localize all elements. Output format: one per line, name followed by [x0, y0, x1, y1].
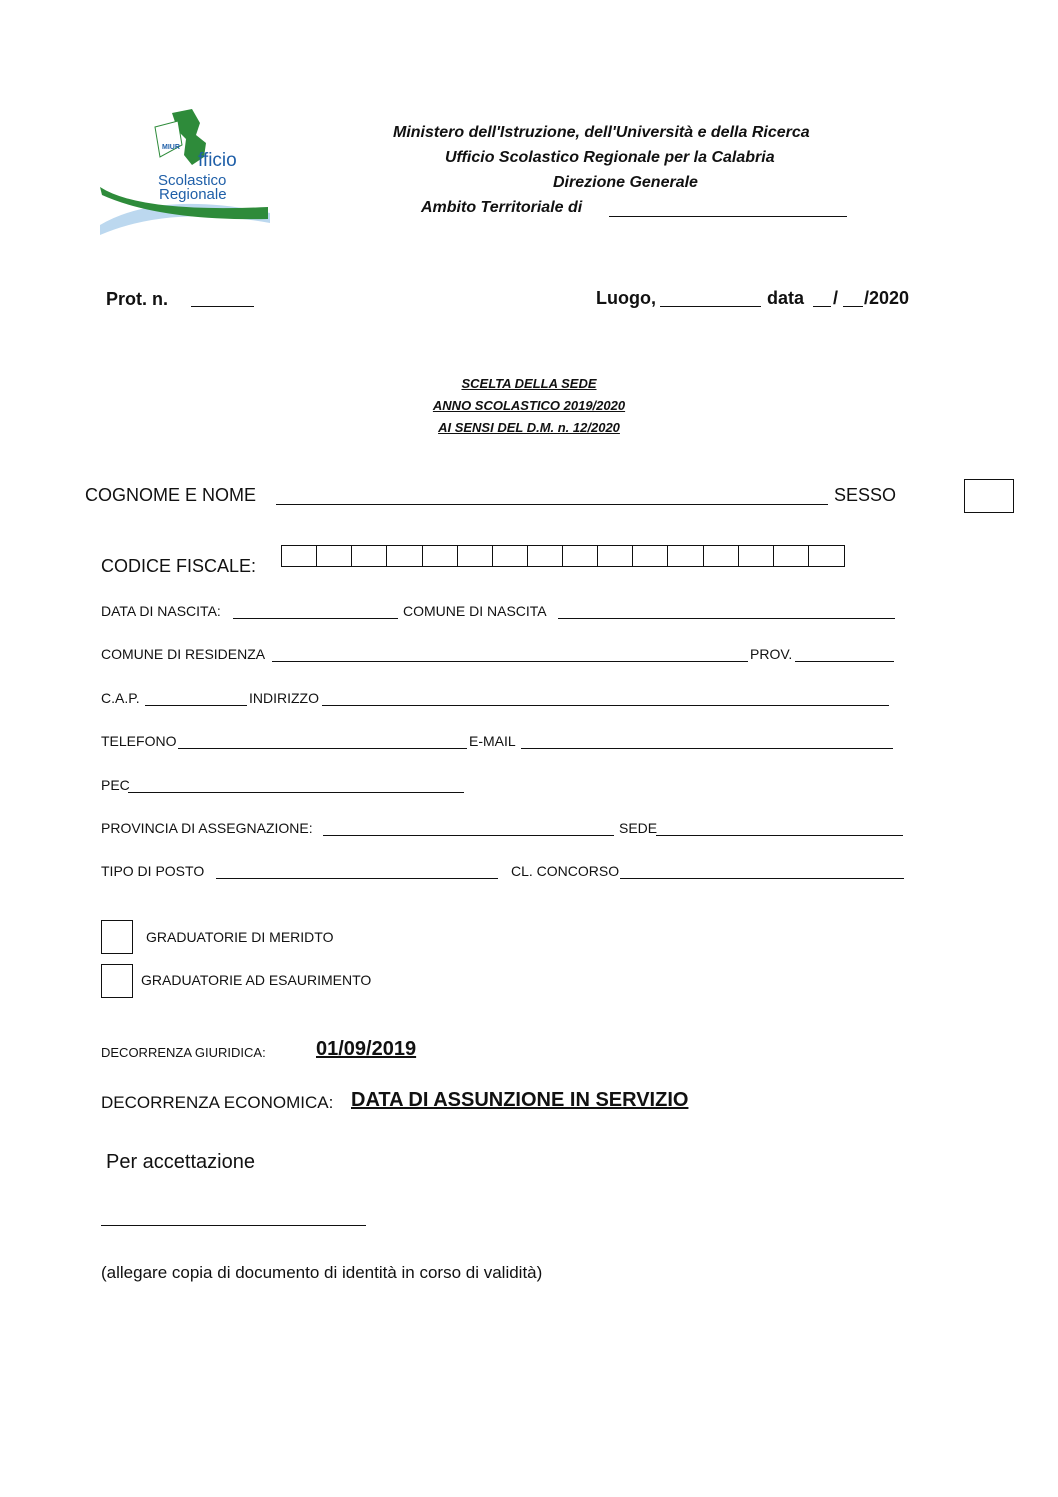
- fiscal-code-label: CODICE FISCALE:: [101, 556, 257, 576]
- email-line[interactable]: [521, 748, 893, 749]
- province-line[interactable]: [795, 661, 894, 662]
- fiscal-code-boxes[interactable]: [281, 545, 845, 567]
- logo-miur-text: MIUR: [162, 144, 180, 151]
- fiscal-code-cell[interactable]: [668, 546, 703, 566]
- fiscal-code-cell[interactable]: [809, 546, 844, 566]
- title-line2: ANNO SCOLASTICO 2019/2020: [432, 398, 626, 413]
- ambito-line: [609, 216, 847, 217]
- logo-scolastico-text: Scolastico: [158, 172, 227, 189]
- birth-date-line[interactable]: [233, 618, 398, 619]
- place-label: Luogo,: [596, 288, 656, 308]
- fiscal-code-cell[interactable]: [458, 546, 493, 566]
- header-direction: Direzione Generale: [553, 174, 698, 191]
- legal-start-value: 01/09/2019: [316, 1038, 417, 1060]
- phone-label: TELEFONO: [101, 733, 177, 749]
- legal-start-label: DECORRENZA GIURIDICA:: [101, 1045, 266, 1060]
- title-line3: AI SENSI DEL D.M. n. 12/2020: [438, 420, 620, 435]
- office-logo: [100, 95, 282, 237]
- logo-regionale-text: Regionale: [159, 186, 227, 203]
- fiscal-code-cell[interactable]: [598, 546, 633, 566]
- fiscal-code-cell[interactable]: [704, 546, 739, 566]
- identity-note: (allegare copia di documento di identità in corso di validità): [101, 1263, 543, 1282]
- fiscal-code-cell[interactable]: [282, 546, 317, 566]
- header-office: Ufficio Scolastico Regionale per la Calabria: [445, 149, 775, 166]
- fiscal-code-cell[interactable]: [317, 546, 352, 566]
- post-type-label: TIPO DI POSTO: [101, 863, 205, 879]
- seat-label: SEDE: [619, 820, 658, 836]
- fiscal-code-cell[interactable]: [387, 546, 422, 566]
- fiscal-code-cell[interactable]: [739, 546, 774, 566]
- signature-line[interactable]: [101, 1225, 366, 1226]
- phone-line[interactable]: [178, 748, 467, 749]
- competition-class-label: CL. CONCORSO: [511, 863, 620, 879]
- date-label: data: [767, 288, 805, 308]
- fiscal-code-cell[interactable]: [423, 546, 458, 566]
- fiscal-code-cell[interactable]: [774, 546, 809, 566]
- birth-town-label: COMUNE DI NASCITA: [403, 603, 547, 619]
- competition-class-line[interactable]: [620, 878, 904, 879]
- date-sep1: /: [833, 288, 839, 308]
- cap-label: C.A.P.: [101, 690, 140, 706]
- fiscal-code-cell[interactable]: [633, 546, 668, 566]
- name-label: COGNOME E NOME: [85, 485, 257, 505]
- sex-label: SESSO: [834, 485, 897, 505]
- cap-line[interactable]: [145, 705, 247, 706]
- date-day-line: [813, 306, 831, 307]
- seat-line[interactable]: [656, 835, 903, 836]
- italy-map-icon: [100, 95, 282, 237]
- header-ministry: Ministero dell'Istruzione, dell'Università e della Ricerca: [393, 124, 810, 141]
- birth-date-label: DATA DI NASCITA:: [101, 603, 221, 619]
- fiscal-code-cell[interactable]: [352, 546, 387, 566]
- province-label: PROV.: [750, 646, 793, 662]
- economic-start-value: DATA DI ASSUNZIONE IN SERVIZIO: [351, 1089, 689, 1111]
- post-type-line[interactable]: [216, 878, 498, 879]
- pec-line[interactable]: [128, 792, 464, 793]
- economic-start-label: DECORRENZA ECONOMICA:: [101, 1093, 334, 1112]
- fiscal-code-cell[interactable]: [528, 546, 563, 566]
- header-ambito: Ambito Territoriale di: [421, 199, 583, 216]
- sex-box[interactable]: [964, 479, 1014, 513]
- date-sep2: /2020: [864, 288, 910, 308]
- fiscal-code-cell[interactable]: [563, 546, 598, 566]
- assign-province-line[interactable]: [323, 835, 614, 836]
- merit-checkbox[interactable]: [101, 920, 133, 954]
- email-label: E-MAIL: [469, 733, 516, 749]
- birth-town-line[interactable]: [558, 618, 895, 619]
- fiscal-code-cell[interactable]: [493, 546, 528, 566]
- acceptance-label: Per accettazione: [106, 1151, 255, 1173]
- residence-town-line[interactable]: [272, 661, 748, 662]
- prot-label: Prot. n.: [106, 289, 168, 309]
- place-line: [660, 306, 761, 307]
- date-month-line: [843, 306, 863, 307]
- name-line[interactable]: [276, 504, 828, 505]
- pec-label: PEC: [101, 777, 130, 793]
- title-line1: SCELTA DELLA SEDE: [461, 376, 597, 391]
- merit-label: GRADUATORIE DI MERIDTO: [146, 929, 334, 945]
- address-line[interactable]: [322, 705, 889, 706]
- exhaustion-checkbox[interactable]: [101, 964, 133, 998]
- logo-fficio-text: fficio: [198, 150, 237, 171]
- address-label: INDIRIZZO: [249, 690, 319, 706]
- exhaustion-label: GRADUATORIE AD ESAURIMENTO: [141, 972, 372, 988]
- residence-town-label: COMUNE DI RESIDENZA: [101, 646, 266, 662]
- assign-province-label: PROVINCIA DI ASSEGNAZIONE:: [101, 820, 313, 836]
- prot-line: [191, 306, 254, 307]
